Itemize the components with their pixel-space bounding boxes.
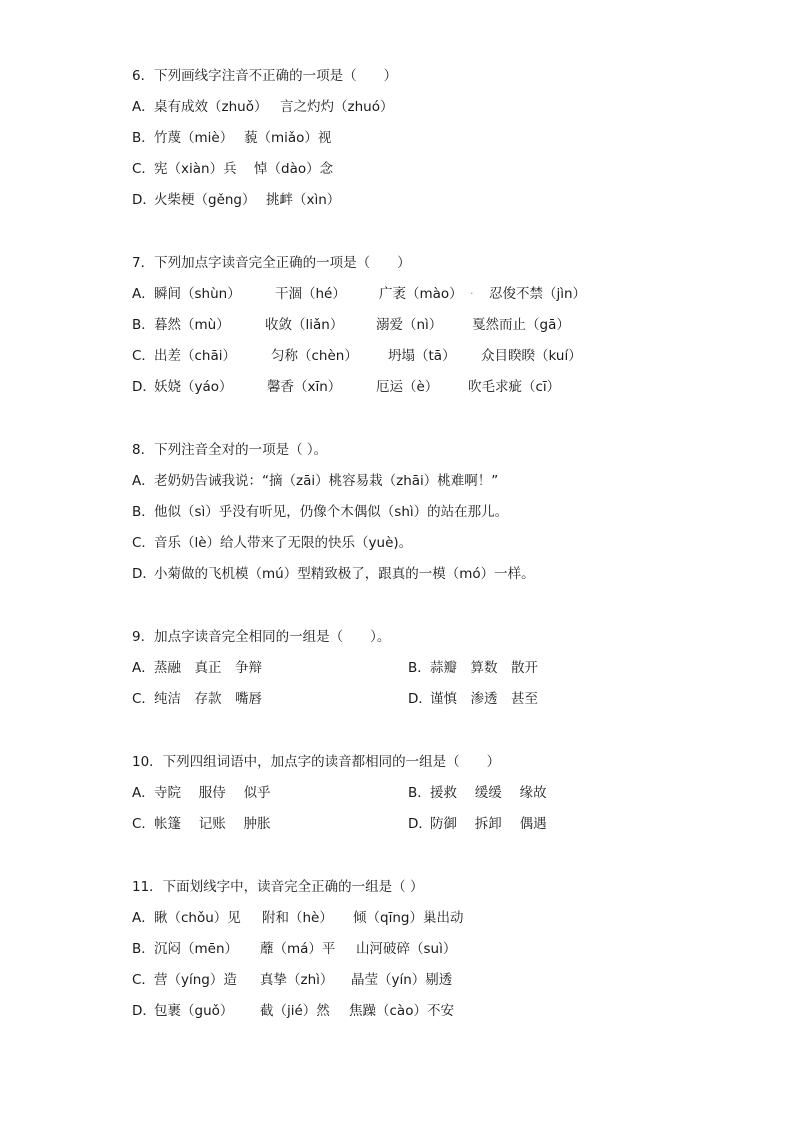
- worksheet-page: 6．下列画线字注音不正确的一项是（ ） A． 桌有成效（zhuǒ） 言之灼灼（zhuó） B． 竹蔑（miè） 藐（miǎo）视 C． 宪（xiàn）兵 悼（dào）念 D． 火柴梗（gěng） 挑衅（xìn） 7．下列加点字读音完全正确的一项是（ ） A． 瞬间（shùn） 干涸（hé） 广袤（mào） · 忍俊不禁（jìn） B． 暮然（mù） 收敛（liǎn） 溺爱（nì） 戛然而止（gā） C． 出差（chāi） 匀称（chèn） 坍塌（tā） 众目睽睽（kuí） D． 妖娆（yáo） 馨香（xīn） 厄运（è） 吹毛求疵（cī） 8．下列注音全对的一项是（ ）。 A． 老奶奶告诫我说：“摘（zāi）桃容易栽（zhāi）桃难啊！” B． 他似（sì）乎没有听见，仍像个木偶似（shì）的站在那儿。 C． 音乐（lè）给人带来了无限的快乐（yuè)。 D． 小菊做的飞机模（mú）型精致极了，跟真的一模（mó）一样。 9．加点字读音完全相同的一组是（ ）。 A． 蒸融 真正 争辩 B． 蒜瓣 算数 散开 C． 纯洁 存款 嘴唇 D． 谨慎 渗透 甚至 10．下列四组词语中，加点字的读音都相同的一组是（ ） A． 寺院 服侍 似乎 B． 援救 缓缓 缘故 C． 帐篷 记账 肿胀 D． 防御 拆卸 偶遇 11．下面划线字中，读音完全正确的一组是（ ） A． 瞅（chǒu）见 附和（hè） 倾（qīng）巢出动 B． 沉闷（mēn） 蘼（má）平 山河破碎（suì） C． 营（yíng）造 真挚（zhì） 晶莹（yín）剔透 D． 包裹（guǒ） 截（jié）然 焦躁（cào）不安: [132, 68, 587, 1019]
- question-stem: 8．下列注音全对的一项是（ ）。: [132, 442, 328, 458]
- question-stem: 6．下列画线字注音不正确的一项是（ ）: [132, 68, 398, 84]
- question-stem: 10．下列四组词语中，加点字的读音都相同的一组是（ ）: [132, 754, 501, 770]
- question-stem: 11．下面划线字中，读音完全正确的一组是（ ）: [132, 879, 424, 895]
- question-stem: 9．加点字读音完全相同的一组是（ ）。: [132, 629, 391, 645]
- stray-dot: ·: [470, 287, 474, 300]
- question-stem: 7．下列加点字读音完全正确的一项是（ ）: [132, 255, 411, 271]
